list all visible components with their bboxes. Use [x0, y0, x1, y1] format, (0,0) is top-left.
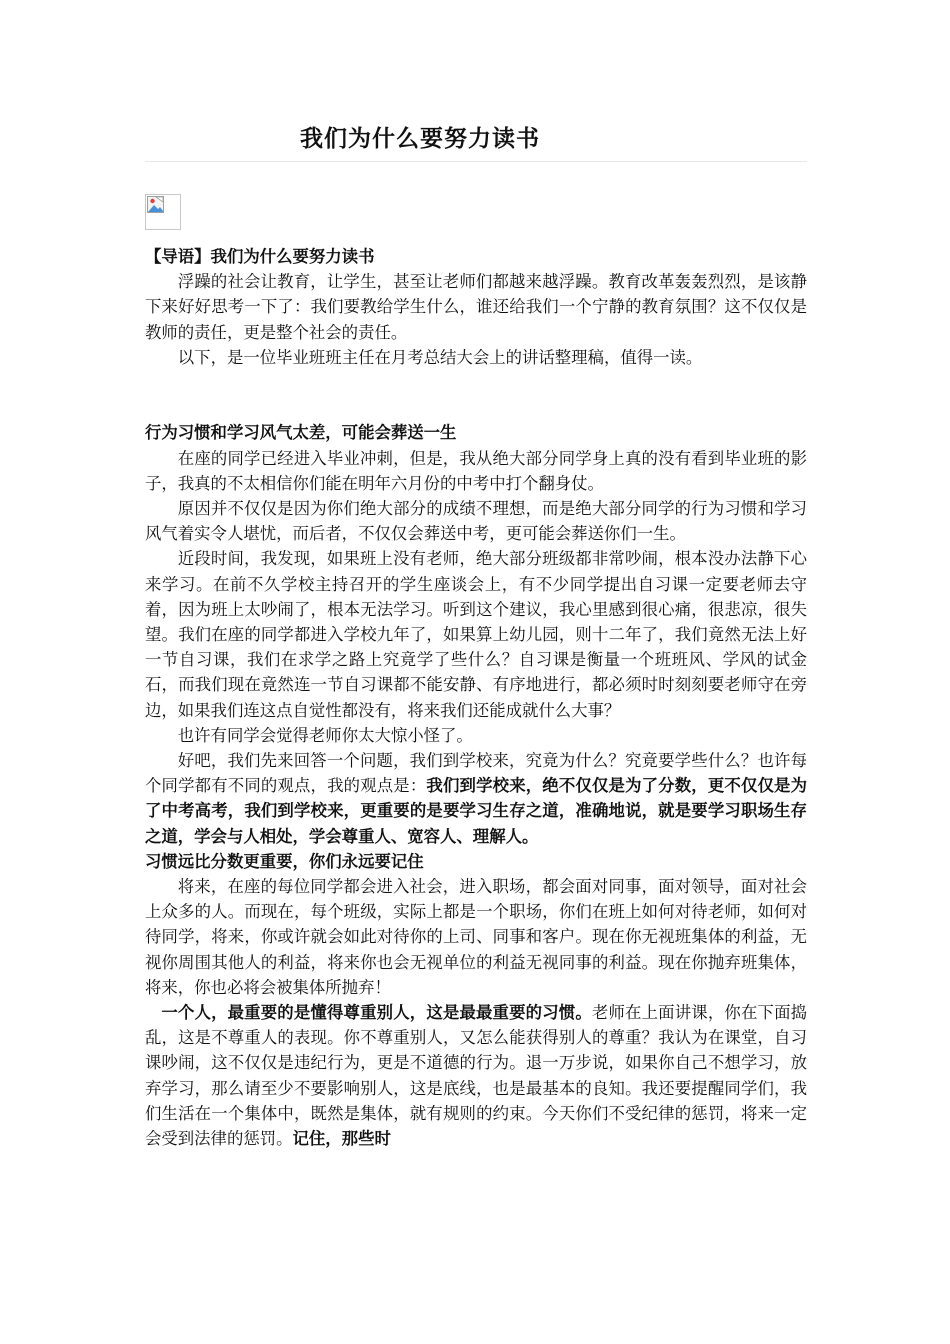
emphasis-text: 一个人，最重要的是懂得尊重别人，这是最最重要的习惯。: [161, 1003, 592, 1023]
emphasis-text: 我们到学校来，绝不仅仅是为了分数，更不仅仅是为了中考高考，我们到学校来，更重要的是要学习生存之道，准确地说，就是要学习职场生存之道，学会与人相处，学会尊重人、宽容人、理解人。: [145, 776, 808, 846]
broken-image-icon: [145, 194, 181, 230]
body-paragraph: 原因并不仅仅是因为你们绝大部分的成绩不理想，而是绝大部分同学的行为习惯和学习风气着实令人堪忧，而后者，不仅仅会葬送中考，更可能会葬送你们一生。: [145, 499, 807, 544]
body-paragraph: [145, 1000, 807, 1151]
body-paragraph: 将来，在座的每位同学都会进入社会，进入职场，都会面对同事，面对领导，面对社会上众多的人。而现在，每个班级，实际上都是一个职场，你们在班上如何对待老师，如何对待同学，将来，你或许就会如此对待你的上司、同事和客户。现在你无视班集体的利益，无视你周围其他人的利益，将来你也会无视单位的利益无视同事的利益。现在你抛弃班集体，将来，你也必将会被集体所抛弃！: [145, 877, 807, 997]
article-body: [145, 244, 807, 1151]
body-paragraph: [145, 748, 807, 849]
intro-paragraph: 浮躁的社会让教育，让学生，甚至让老师们都越来越浮躁。教育改革轰轰烈烈，是该静下来好好思考一下了：我们要教给学生什么，谁还给我们一个宁静的教育氛围？这不仅仅是教师的责任，更是整个社会的责任。: [145, 272, 807, 342]
emphasis-text: 记住，那些时: [292, 1129, 391, 1149]
body-paragraph: 也许有同学会觉得老师你太大惊小怪了。: [177, 725, 473, 745]
intro-paragraph: 以下，是一位毕业班班主任在月考总结大会上的讲话整理稿，值得一读。: [177, 347, 703, 367]
paragraph-text: 好吧，我们先来回答一个问题，我们到学校来，究竟为什么？究竟要学些什么？也许每个同学都有不同的观点，我的观点是：: [145, 751, 807, 796]
intro-heading: 【导语】我们为什么要努力读书: [145, 247, 375, 266]
blank-space: [145, 370, 807, 420]
body-paragraph: 近段时间，我发现，如果班上没有老师，绝大部分班级都非常吵闹，根本没办法静下心来学习。在前不久学校主持召开的学生座谈会上，有不少同学提出自习课一定要老师去守着，因为班上太吵闹了，根本无法学习。听到这个建议，我心里感到很心痛，很悲凉，很失望。我们在座的同学都进入学校九年了，如果算上幼儿园，则十二年了，我们竟然无法上好一节自习课，我们在求学之路上究竟学了些什么？自习课是衡量一个班班风、学风的试金石，而我们现在竟然连一节自习课都不能安静、有序地进行，都必须时时刻刻要老师守在旁边，如果我们连这点自觉性都没有，将来我们还能成就什么大事？: [145, 549, 807, 720]
section-heading: 习惯远比分数更重要，你们永远要记住: [145, 851, 424, 871]
body-paragraph: 在座的同学已经进入毕业冲刺，但是，我从绝大部分同学身上真的没有看到毕业班的影子，我真的不太相信你们能在明年六月份的中考中打个翻身仗。: [145, 448, 807, 493]
section-heading: 行为习惯和学习风气太差，可能会葬送一生: [145, 423, 457, 443]
title-divider: [145, 161, 807, 162]
paragraph-text: 老师在上面讲课，你在下面捣乱，这是不尊重人的表现。你不尊重别人，又怎么能获得别人的尊重？我认为在课堂，自习课吵闹，这不仅仅是违纪行为，更是不道德的行为。退一万步说，如果你自己不想学习，放弃学习，那么请至少不要影响别人，这是底线，也是最基本的良知。我还要提醒同学们，我们生活在一个集体中，既然是集体，就有规则的约束。今天你们不受纪律的惩罚，将来一定会受到法律的惩罚。: [145, 1003, 808, 1149]
page-title: 我们为什么要努力读书: [300, 125, 540, 152]
